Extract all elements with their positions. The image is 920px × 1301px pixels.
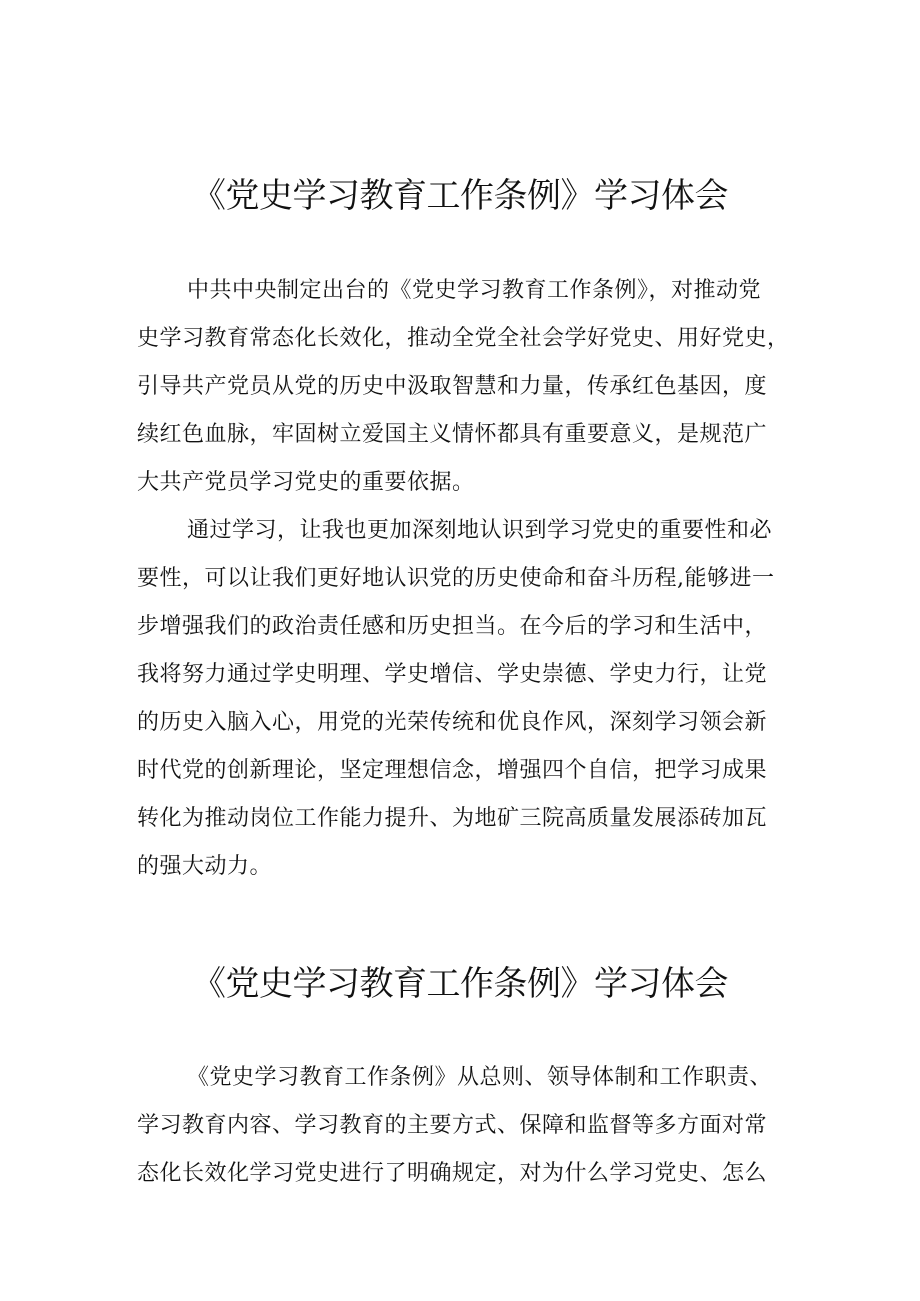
article-1-p2-line: 步增强我们的政治责任感和历史担当。在今后的学习和生活中，: [137, 614, 768, 639]
article-1-title: 《党史学习教育工作条例》学习体会: [192, 176, 728, 216]
article-1-p2-line: 的历史入脑入心，用党的光荣传统和优良作风，深刻学习领会新: [137, 710, 768, 735]
article-1-body: [137, 267, 790, 891]
article-1-p2-line: 的强大动力。: [137, 854, 273, 879]
article-1-p2-line: 通过学习，让我也更加深刻地认识到学习党史的重要性和必: [187, 518, 773, 543]
article-2-body: [137, 1054, 787, 1198]
article-1-p2-line: 时代党的创新理论，坚定理想信念，增强四个自信，把学习成果: [137, 758, 768, 783]
article-1-p1-line: 中共中央制定出台的《党史学习教育工作条例》，对推动党: [187, 278, 762, 303]
article-1-p2-line: 要性，可以让我们更好地认识党的历史使命和奋斗历程,能够进一: [137, 566, 775, 591]
article-1-p1-line: 引导共产党员从党的历史中汲取智慧和力量，传承红色基因，度: [137, 374, 768, 399]
article-2-p1-line: 态化长效化学习党史进行了明确规定，对为什么学习党史、怎么: [137, 1161, 768, 1186]
article-1-p1-line: 史学习教育常态化长效化，推动全党全社会学好党史、用好党史，: [137, 326, 790, 351]
article-1-p1-line: 大共产党员学习党史的重要依据。: [137, 470, 475, 495]
article-1-p2-line: 转化为推动岗位工作能力提升、为地矿三院高质量发展添砖加瓦: [137, 806, 768, 831]
article-2-p1-line: 《党史学习教育工作条例》从总则、领导体制和工作职责、: [187, 1065, 773, 1090]
article-2-title: 《党史学习教育工作条例》学习体会: [192, 964, 728, 1004]
article-2-p1-line: 学习教育内容、学习教育的主要方式、保障和监督等多方面对常: [137, 1113, 768, 1138]
article-1-p1-line: 续红色血脉，牢固树立爱国主义情怀都具有重要意义，是规范广: [137, 422, 768, 447]
article-1-p2-line: 我将努力通过学史明理、学史增信、学史崇德、学史力行，让党: [137, 662, 768, 687]
